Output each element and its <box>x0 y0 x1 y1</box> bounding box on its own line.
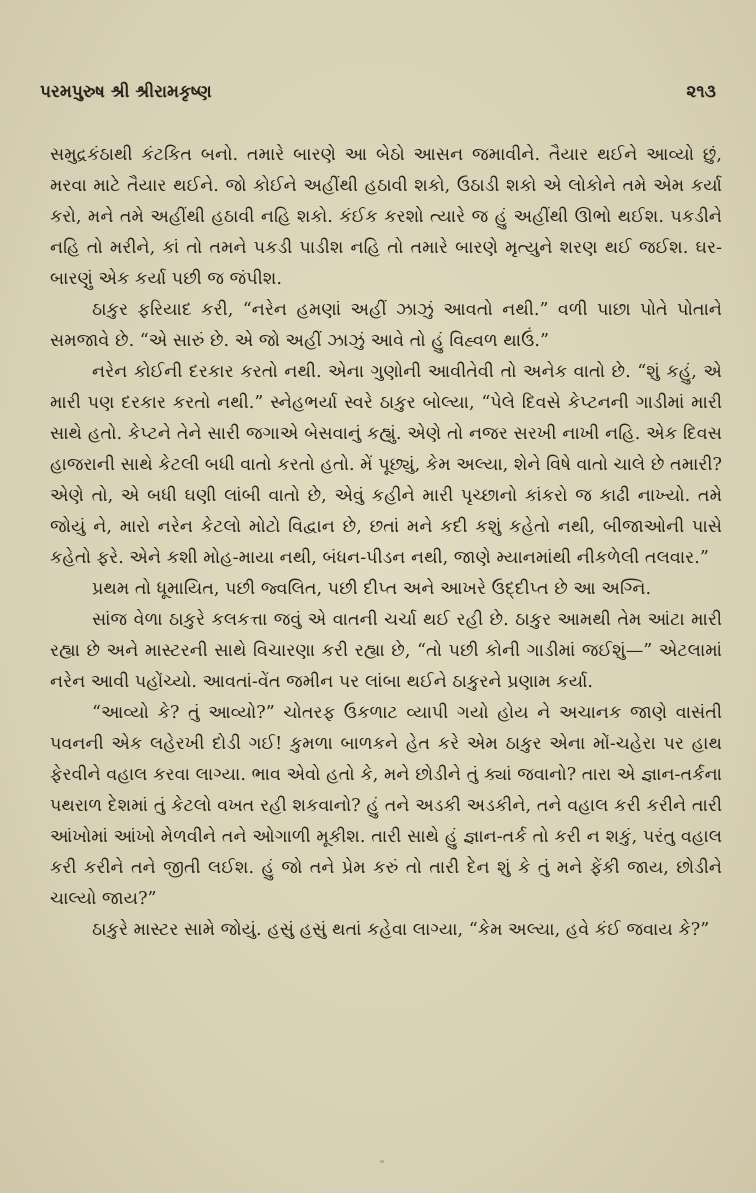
book-title: પરમપુરુષ શ્રી શ્રીરામકૃષ્ણ <box>40 82 212 102</box>
page-number: ૨૧૩ <box>686 82 716 102</box>
page-body <box>50 140 722 946</box>
paragraph: ઠાકુરે માસ્ટર સામે જોયું. હસું હસું થતાં કહેવા લાગ્યા, “કેમ અલ્યા, હવે કંઈ જવાય કે?” <box>92 920 710 940</box>
paragraph: સમુદ્રકંઠાથી કંટકિત બનો. તમારે બારણે આ બેઠો આસન જમાવીને. તૈયાર થઈને આવ્યો છું, મરવા માટે તૈયાર થઈને. જો કોઈને અહીંથી હઠાવી શકો, ઉઠાડી શકો એ લોકોને તમે એમ કર્યા કરો, મને તમે અહીંથી હઠાવી નહિ શકો. કંઈક કરશો ત્યારે જ હું અહીંથી ઊભો થઈશ. પકડીને નહિ તો મરીને, કાં તો તમને પકડી પાડીશ નહિ તો તમારે બારણે મૃત્યુને શરણ થઈ જઈશ. ઘર-બારણું એક કર્યા પછી જ જંપીશ. <box>50 145 722 289</box>
paragraph: ઠાકુર ફરિયાદ કરી, “નરેન હમણાં અહીં ઝાઝું આવતો નથી.” વળી પાછા પોતે પોતાને સમજાવે છે. “એ સારું છે. એ જો અહીં ઝાઝું આવે તો હું વિહ્વળ થાઉં.” <box>50 300 722 351</box>
paragraph: સાંજ વેળા ઠાકુરે કલકત્તા જવું એ વાતની ચર્ચા થઈ રહી છે. ઠાકુર આમથી તેમ આંટા મારી રહ્યા છે અને માસ્ટરની સાથે વિચારણા કરી રહ્યા છે, “તો પછી કોની ગાડીમાં જઈશું—” એટલામાં નરેન આવી પહોંચ્યો. આવતાં-વેંત જમીન પર લાંબા થઈને ઠાકુરને પ્રણામ કર્યા. <box>50 610 722 692</box>
paragraph: “આવ્યો કે? તું આવ્યો?” ચોતરફ ઉકળાટ વ્યાપી ગયો હોય ને અચાનક જાણે વાસંતી પવનની એક લહેરખી દોડી ગઈ! કુમળા બાળકને હેત કરે એમ ઠાકુર એના મોં-ચહેરા પર હાથ ફેરવીને વહાલ કરવા લાગ્યા. ભાવ એવો હતો કે, મને છોડીને તું ક્યાં જવાનો? તારા એ જ્ઞાન-તર્કના પથરાળ દેશમાં તું કેટલો વખત રહી શકવાનો? હું તને અડકી અડકીને, તને વહાલ કરી કરીને તારી આંખોમાં આંખો મેળવીને તને ઓગાળી મૂકીશ. તારી સાથે હું જ્ઞાન-તર્ક તો કરી ન શકું, પરંતુ વહાલ કરી કરીને તને જીતી લઈશ. હું જો તને પ્રેમ કરું તો તારી દેન શું કે તું મને ફેંકી જાય, છોડીને ચાલ્યો જાય?” <box>50 703 722 909</box>
running-header <box>40 82 716 112</box>
paper-speck <box>380 1160 384 1163</box>
paragraph: પ્રથમ તો ધૂમાયિત, પછી જ્વલિત, પછી દીપ્ત અને આખરે ઉદ્દીપ્ત છે આ અગ્નિ. <box>92 579 652 599</box>
paragraph: નરેન કોઈની દરકાર કરતો નથી. એના ગુણોની આવીતેવી તો અનેક વાતો છે. “શું કહું, એ મારી પણ દરકાર કરતો નથી.” સ્નેહભર્યા સ્વરે ઠાકુર બોલ્યા, “પેલે દિવસે કેપ્ટનની ગાડીમાં મારી સાથે હતો. કેપ્ટને તેને સારી જગાએ બેસવાનું કહ્યું. એણે તો નજર સરખી નાખી નહિ. એક દિવસ હાજરાની સાથે કેટલી બધી વાતો કરતો હતો. મેં પૂછ્યું, કેમ અલ્યા, શેને વિષે વાતો ચાલે છે તમારી? એણે તો, એ બધી ઘણી લાંબી વાતો છે, એવું કહીને મારી પૃચ્છાનો કાંકરો જ કાઢી નાખ્યો. તમે જોયું ને, મારો નરેન કેટલો મોટો વિદ્વાન છે, છતાં મને કદી કશું કહેતો નથી, બીજાઓની પાસે કહેતો ફરે. એને કશી મોહ-માયા નથી, બંધન-પીડન નથી, જાણે મ્યાનમાંથી નીકળેલી તલવાર.” <box>50 362 722 568</box>
